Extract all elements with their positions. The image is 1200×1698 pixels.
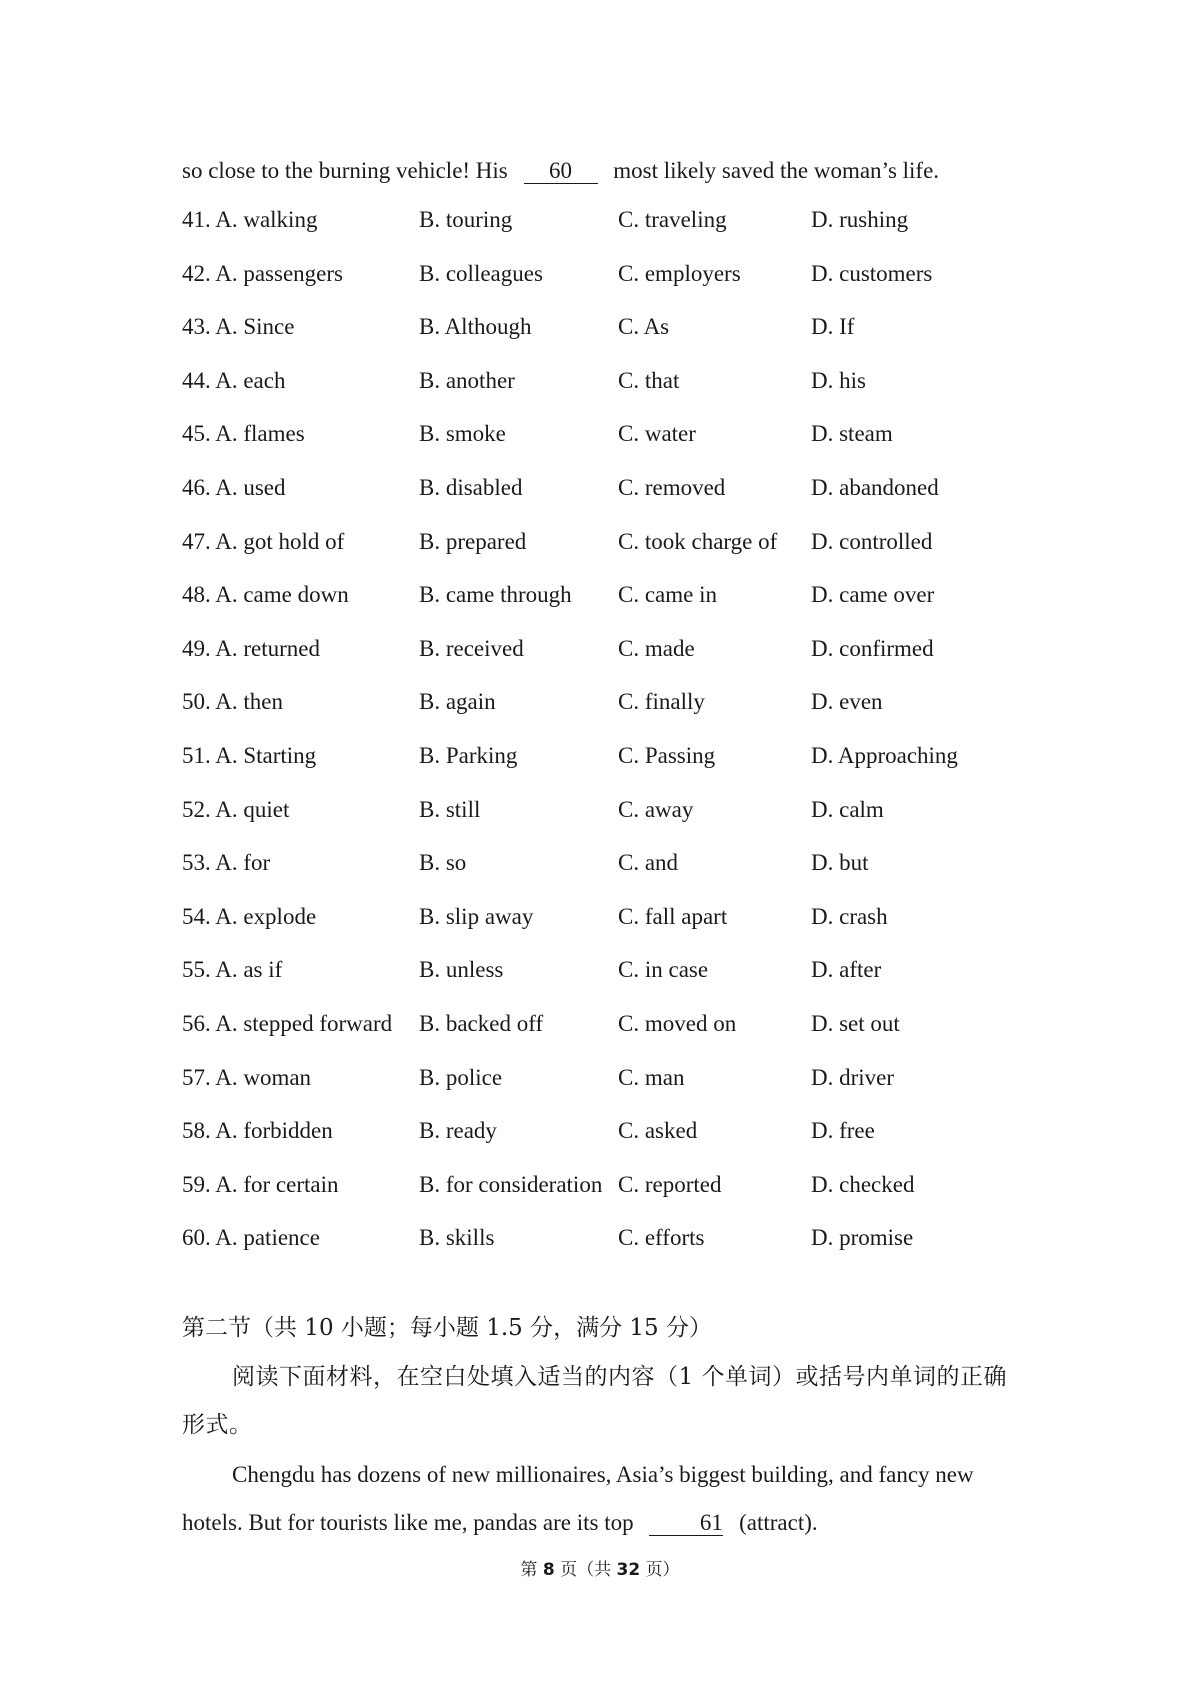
question-number: 47. bbox=[182, 528, 211, 554]
option-c: C. moved on bbox=[618, 1010, 737, 1036]
question-row bbox=[182, 1009, 1042, 1063]
question-row bbox=[182, 741, 1042, 795]
option-a bbox=[182, 312, 294, 342]
option-a bbox=[182, 1009, 392, 1039]
option-c: C. efforts bbox=[618, 1225, 705, 1251]
passage-text-before: Chengdu has dozens of new millionaires, Asia’s biggest building, and fancy new hotels. But for tourists like me, pandas are its top bbox=[182, 1462, 974, 1535]
option-a bbox=[182, 795, 289, 825]
question-number: 60. bbox=[182, 1225, 211, 1251]
option-c: C. removed bbox=[618, 474, 726, 500]
question-number: 50. bbox=[182, 689, 211, 715]
intro-text-before: so close to the burning vehicle! His bbox=[182, 158, 508, 183]
option-c: C. reported bbox=[618, 1171, 722, 1197]
option-a bbox=[182, 741, 316, 771]
option-a-text: A. walking bbox=[215, 207, 318, 232]
question-row bbox=[182, 419, 1042, 473]
option-a-text: A. patience bbox=[215, 1225, 320, 1251]
option-b: B. came through bbox=[419, 582, 572, 608]
question-number: 46. bbox=[182, 474, 211, 500]
passage-paragraph bbox=[182, 1451, 1022, 1547]
question-number: 49. bbox=[182, 635, 211, 661]
option-d: D. set out bbox=[811, 1010, 900, 1036]
option-a-text: A. stepped forward bbox=[215, 1010, 393, 1036]
footer-total-pages: 32 bbox=[616, 1560, 641, 1580]
blank-61: 61 bbox=[649, 1511, 723, 1536]
option-b: B. police bbox=[419, 1064, 503, 1090]
question-row bbox=[182, 580, 1042, 634]
intro-text-after: most likely saved the woman’s life. bbox=[613, 158, 940, 183]
question-number: 53. bbox=[182, 850, 211, 876]
option-d: D. confirmed bbox=[811, 635, 934, 661]
question-number: 44. bbox=[182, 367, 211, 393]
option-b: B. slip away bbox=[419, 903, 534, 929]
question-number: 55. bbox=[182, 957, 211, 983]
option-d: D. If bbox=[811, 314, 855, 340]
section-heading: 第二节（共 10 小题；每小题 1.5 分，满分 15 分） bbox=[182, 1315, 712, 1341]
question-row bbox=[182, 848, 1042, 902]
question-number: 51. bbox=[182, 742, 211, 768]
option-a-text: A. used bbox=[215, 474, 286, 500]
question-row bbox=[182, 1063, 1042, 1117]
footer-prefix: 第 bbox=[520, 1560, 538, 1580]
option-a-text: A. woman bbox=[215, 1064, 312, 1090]
option-c: C. asked bbox=[618, 1118, 698, 1144]
option-b: B. ready bbox=[419, 1118, 497, 1144]
option-c: C. in case bbox=[618, 957, 709, 983]
question-number: 52. bbox=[182, 796, 211, 822]
option-c: C. took charge of bbox=[618, 528, 778, 554]
option-a-text: A. explode bbox=[215, 903, 317, 929]
option-a bbox=[182, 955, 282, 985]
option-b: B. for consideration bbox=[419, 1171, 603, 1197]
option-a bbox=[182, 419, 305, 449]
options-list bbox=[182, 205, 1042, 1277]
footer-page-number: 8 bbox=[542, 1560, 555, 1580]
option-b: B. unless bbox=[419, 957, 504, 983]
option-d: D. crash bbox=[811, 903, 888, 929]
question-row bbox=[182, 312, 1042, 366]
option-a-text: A. came down bbox=[215, 582, 349, 608]
option-b: B. so bbox=[419, 850, 467, 876]
question-number: 41. bbox=[182, 207, 211, 232]
option-d: D. driver bbox=[811, 1064, 895, 1090]
option-a-text: A. forbidden bbox=[215, 1118, 333, 1144]
question-row bbox=[182, 473, 1042, 527]
option-a bbox=[182, 259, 343, 289]
option-d: D. even bbox=[811, 689, 883, 715]
question-row bbox=[182, 955, 1042, 1009]
option-d: D. his bbox=[811, 367, 866, 393]
option-a bbox=[182, 473, 286, 503]
question-number: 59. bbox=[182, 1171, 211, 1197]
option-b: B. received bbox=[419, 635, 524, 661]
question-number: 48. bbox=[182, 582, 211, 608]
option-a bbox=[182, 902, 316, 932]
option-d: D. checked bbox=[811, 1171, 915, 1197]
option-c: C. traveling bbox=[618, 207, 727, 232]
footer-middle: 页（共 bbox=[560, 1560, 612, 1580]
question-row bbox=[182, 795, 1042, 849]
option-a bbox=[182, 205, 317, 235]
option-c: C. that bbox=[618, 367, 680, 393]
option-a bbox=[182, 527, 344, 557]
question-row bbox=[182, 687, 1042, 741]
option-a-text: A. Since bbox=[215, 314, 295, 340]
option-a bbox=[182, 848, 270, 878]
option-d: D. free bbox=[811, 1118, 875, 1144]
question-number: 57. bbox=[182, 1064, 211, 1090]
question-row bbox=[182, 1170, 1042, 1224]
option-a-text: A. returned bbox=[215, 635, 320, 661]
question-row bbox=[182, 1223, 1042, 1277]
option-b: B. Although bbox=[419, 314, 532, 340]
option-a-text: A. got hold of bbox=[215, 528, 345, 554]
question-number: 58. bbox=[182, 1118, 211, 1144]
question-row bbox=[182, 527, 1042, 581]
option-c: C. fall apart bbox=[618, 903, 728, 929]
option-a bbox=[182, 1063, 311, 1093]
option-a bbox=[182, 1116, 333, 1146]
question-row bbox=[182, 634, 1042, 688]
option-b: B. another bbox=[419, 367, 515, 393]
option-b: B. backed off bbox=[419, 1010, 544, 1036]
option-d: D. came over bbox=[811, 582, 935, 608]
option-a-text: A. quiet bbox=[215, 796, 290, 822]
option-a-text: A. for bbox=[215, 850, 271, 876]
option-b: B. prepared bbox=[419, 528, 527, 554]
option-b: B. Parking bbox=[419, 742, 518, 768]
option-a bbox=[182, 366, 285, 396]
option-b: B. again bbox=[419, 689, 496, 715]
option-c: C. man bbox=[618, 1064, 685, 1090]
option-c: C. finally bbox=[618, 689, 705, 715]
question-number: 43. bbox=[182, 314, 211, 340]
question-number: 45. bbox=[182, 421, 211, 447]
option-c: C. and bbox=[618, 850, 679, 876]
option-a-text: A. passengers bbox=[215, 260, 343, 286]
question-number: 54. bbox=[182, 903, 211, 929]
blank-60: 60 bbox=[524, 159, 598, 184]
option-a-text: A. then bbox=[215, 689, 283, 715]
option-b: B. smoke bbox=[419, 421, 506, 447]
option-d: D. calm bbox=[811, 796, 884, 822]
page-footer bbox=[0, 1555, 1200, 1580]
option-a-text: A. as if bbox=[215, 957, 283, 983]
question-row bbox=[182, 1116, 1042, 1170]
question-row bbox=[182, 366, 1042, 420]
option-b: B. still bbox=[419, 796, 481, 822]
option-b: B. disabled bbox=[419, 474, 523, 500]
option-c: C. Passing bbox=[618, 742, 716, 768]
option-b: B. touring bbox=[419, 207, 513, 232]
option-c: C. made bbox=[618, 635, 695, 661]
option-c: C. away bbox=[618, 796, 694, 822]
option-c: C. As bbox=[618, 314, 670, 340]
option-a bbox=[182, 634, 320, 664]
passage-text-after: (attract). bbox=[739, 1510, 818, 1535]
option-d: D. controlled bbox=[811, 528, 933, 554]
option-a bbox=[182, 1223, 320, 1253]
option-b: B. skills bbox=[419, 1225, 495, 1251]
option-d: D. after bbox=[811, 957, 882, 983]
option-c: C. water bbox=[618, 421, 696, 447]
option-a-text: A. each bbox=[215, 367, 286, 393]
passage-closing-line bbox=[182, 156, 939, 186]
question-row bbox=[182, 902, 1042, 956]
option-d: D. Approaching bbox=[811, 742, 958, 768]
question-number: 42. bbox=[182, 260, 211, 286]
option-d: D. steam bbox=[811, 421, 893, 447]
option-a-text: A. flames bbox=[215, 421, 305, 447]
option-d: D. but bbox=[811, 850, 869, 876]
option-c: C. employers bbox=[618, 260, 741, 286]
option-a-text: A. Starting bbox=[215, 742, 317, 768]
option-d: D. abandoned bbox=[811, 474, 939, 500]
option-a bbox=[182, 580, 349, 610]
section-instruction: 阅读下面材料，在空白处填入适当的内容（1 个单词）或括号内单词的正确形式。 bbox=[182, 1364, 1007, 1438]
option-d: D. rushing bbox=[811, 207, 909, 232]
question-row bbox=[182, 259, 1042, 313]
option-d: D. promise bbox=[811, 1225, 914, 1251]
footer-suffix: 页） bbox=[645, 1560, 680, 1580]
option-d: D. customers bbox=[811, 260, 933, 286]
option-a bbox=[182, 687, 283, 717]
option-c: C. came in bbox=[618, 582, 717, 608]
option-a bbox=[182, 1170, 338, 1200]
question-number: 56. bbox=[182, 1010, 211, 1036]
option-b: B. colleagues bbox=[419, 260, 543, 286]
option-a-text: A. for certain bbox=[215, 1171, 339, 1197]
question-row bbox=[182, 205, 1042, 259]
